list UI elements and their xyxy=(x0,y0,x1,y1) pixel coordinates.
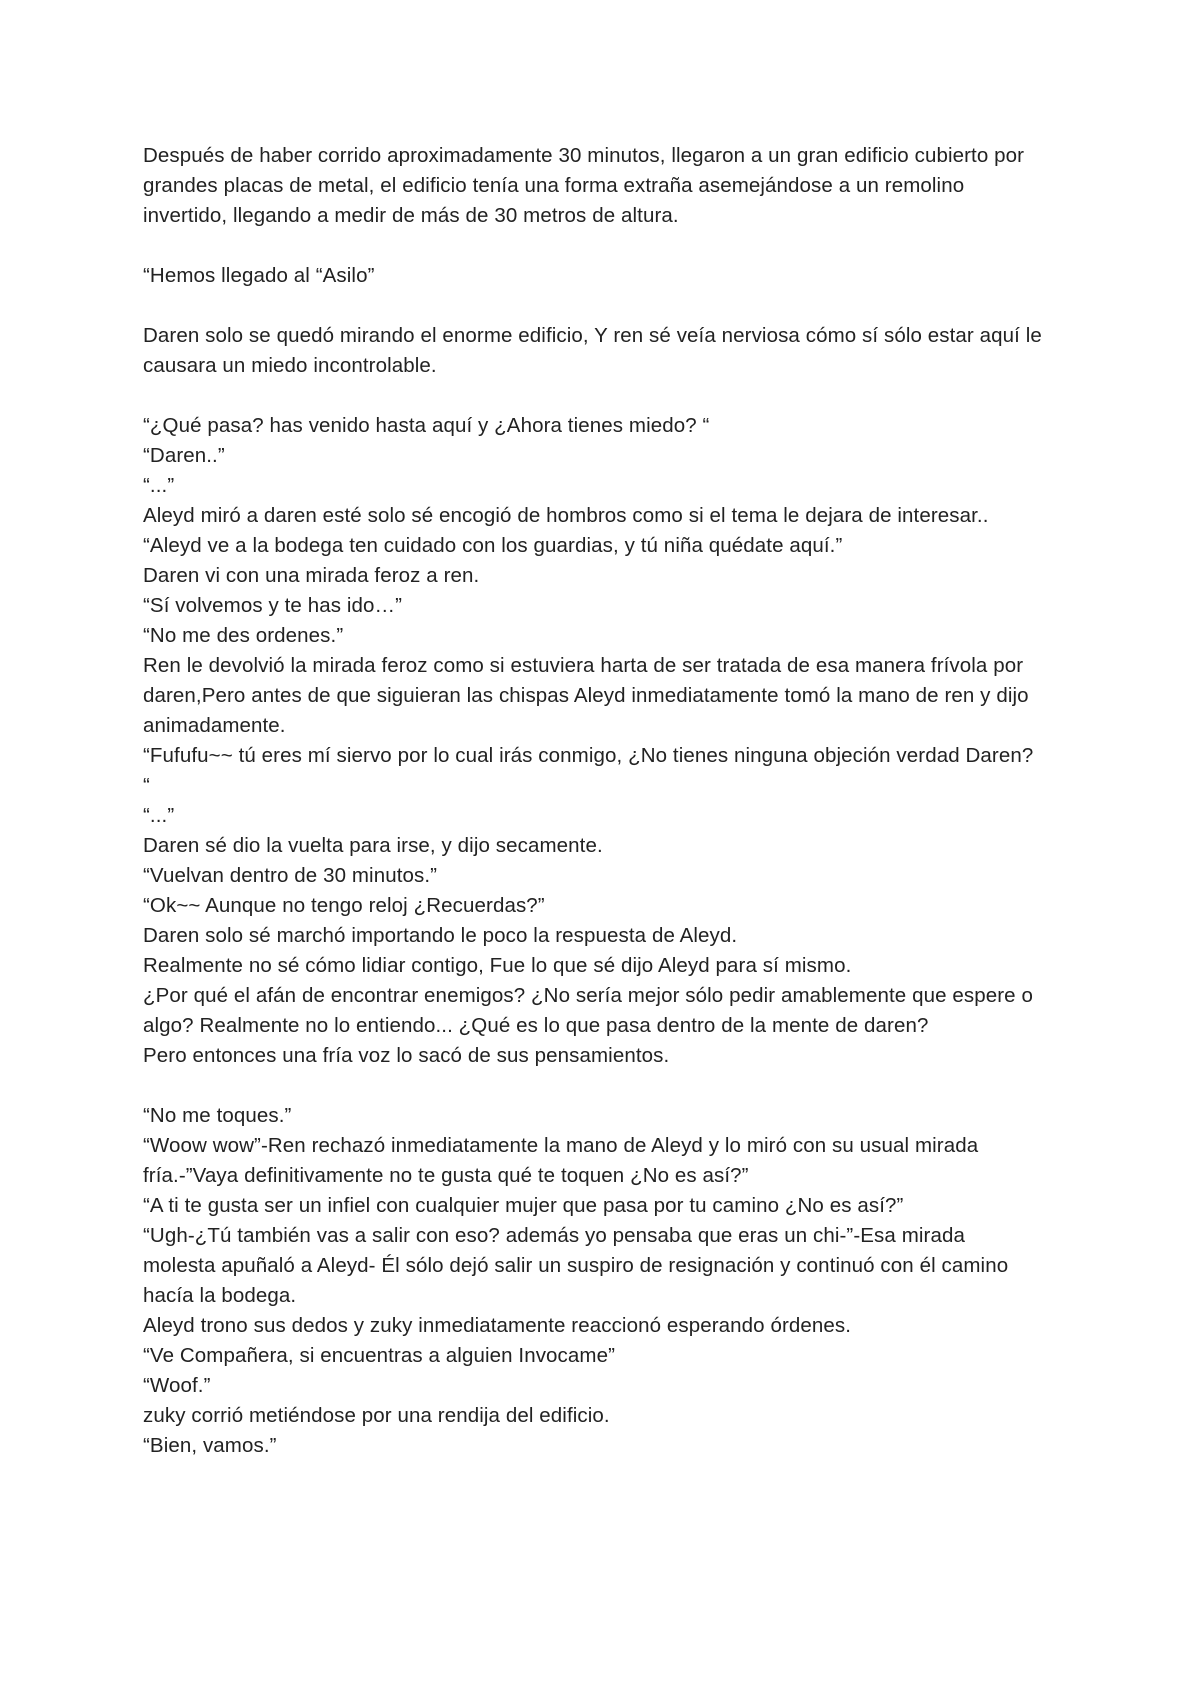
document-body xyxy=(143,141,1043,1461)
paragraph: “Bien, vamos.” xyxy=(143,1434,277,1457)
paragraph: Después de haber corrido aproximadamente 30 minutos, llegaron a un gran edificio cubierto por grandes placas de metal, el edificio tenía una forma extraña asemejándose a un remolino invertido, llegando a medir de más de 30 metros de altura. xyxy=(143,144,1025,227)
paragraph: Ren le devolvió la mirada feroz como si estuviera harta de ser tratada de esa manera frívola por daren,Pero antes de que siguieran las chispas Aleyd inmediatamente tomó la mano de ren y dijo animadamente. xyxy=(143,654,1029,737)
paragraph: Daren sé dio la vuelta para irse, y dijo secamente. xyxy=(143,834,603,857)
paragraph: Daren solo sé marchó importando le poco la respuesta de Aleyd. xyxy=(143,924,738,947)
paragraph: “Woow wow”-Ren rechazó inmediatamente la mano de Aleyd y lo miró con su usual mirada fría.-”Vaya definitivamente no te gusta qué te toquen ¿No es así?” xyxy=(143,1134,979,1187)
paragraph: ¿Por qué el afán de encontrar enemigos? ¿No sería mejor sólo pedir amablemente que espere o algo? Realmente no lo entiendo... ¿Qué es lo que pasa dentro de la mente de daren? xyxy=(143,984,1033,1037)
paragraph: Pero entonces una fría voz lo sacó de sus pensamientos. xyxy=(143,1044,670,1067)
paragraph: “Aleyd ve a la bodega ten cuidado con los guardias, y tú niña quédate aquí.” xyxy=(143,534,843,557)
paragraph: Daren solo se quedó mirando el enorme edificio, Y ren sé veía nerviosa cómo sí sólo estar aquí le causara un miedo incontrolable. xyxy=(143,324,1042,377)
paragraph: “Fufufu~~ tú eres mí siervo por lo cual irás conmigo, ¿No tienes ninguna objeción verdad Daren? “ xyxy=(143,744,1034,797)
paragraph: “Hemos llegado al “Asilo” xyxy=(143,264,375,287)
paragraph: “...” xyxy=(143,474,175,497)
paragraph: Realmente no sé cómo lidiar contigo, Fue lo que sé dijo Aleyd para sí mismo. xyxy=(143,954,852,977)
paragraph: “Ve Compañera, si encuentras a alguien Invocame” xyxy=(143,1344,616,1367)
paragraph: “A ti te gusta ser un infiel con cualquier mujer que pasa por tu camino ¿No es así?” xyxy=(143,1194,904,1217)
paragraph: “...” xyxy=(143,804,175,827)
paragraph: “Daren..” xyxy=(143,444,225,467)
paragraph: “No me toques.” xyxy=(143,1104,292,1127)
paragraph: “Vuelvan dentro de 30 minutos.” xyxy=(143,864,438,887)
paragraph: Daren vi con una mirada feroz a ren. xyxy=(143,564,480,587)
paragraph: “Ugh-¿Tú también vas a salir con eso? además yo pensaba que eras un chi-”-Esa mirada molesta apuñaló a Aleyd- Él sólo dejó salir un suspiro de resignación y continuó con él camino hacía la bodega. xyxy=(143,1224,1009,1307)
paragraph: Aleyd trono sus dedos y zuky inmediatamente reaccionó esperando órdenes. xyxy=(143,1314,852,1337)
paragraph: “No me des ordenes.” xyxy=(143,624,344,647)
paragraph: “¿Qué pasa? has venido hasta aquí y ¿Ahora tienes miedo? “ xyxy=(143,414,710,437)
paragraph: Aleyd miró a daren esté solo sé encogió de hombros como si el tema le dejara de interesar.. xyxy=(143,504,989,527)
paragraph: “Ok~~ Aunque no tengo reloj ¿Recuerdas?” xyxy=(143,894,545,917)
paragraph: zuky corrió metiéndose por una rendija del edificio. xyxy=(143,1404,610,1427)
paragraph: “Sí volvemos y te has ido…” xyxy=(143,594,403,617)
paragraph: “Woof.” xyxy=(143,1374,211,1397)
